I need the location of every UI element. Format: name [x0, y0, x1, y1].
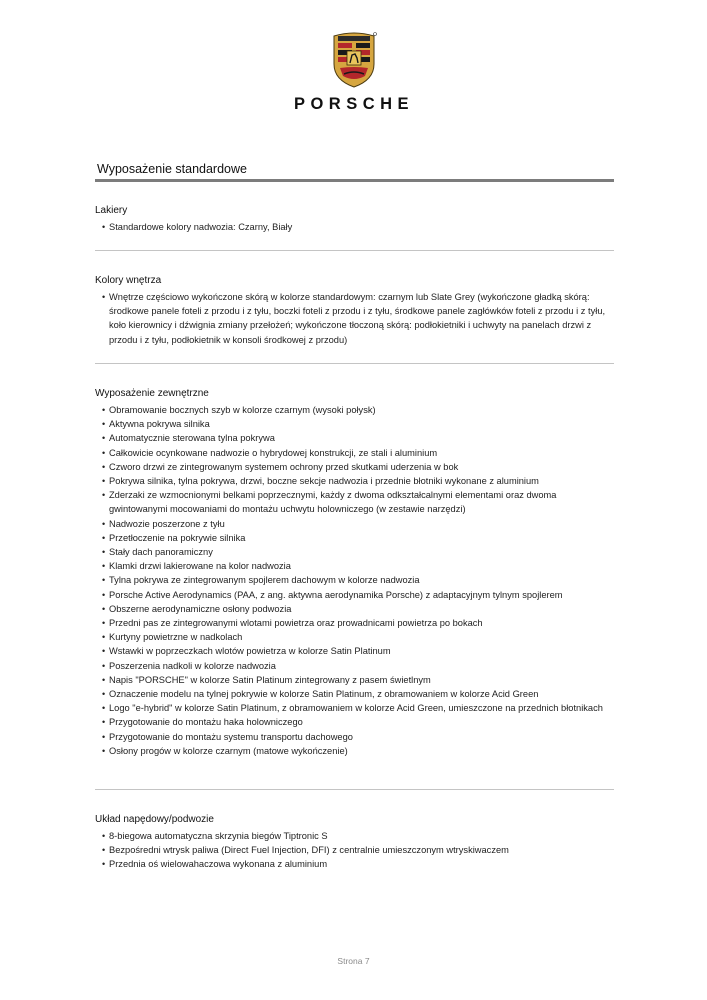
list-item: • Przygotowanie do montażu systemu transportu dachowego [95, 730, 614, 744]
item-list [95, 403, 614, 758]
porsche-wordmark-icon [276, 94, 432, 112]
section-title: Układ napędowy/podwozie [95, 814, 214, 825]
brand-wordmark-text: PORSCHE [293, 95, 415, 112]
section-title: Kolory wnętrza [95, 275, 162, 286]
list-item: • Przetłoczenie na pokrywie silnika [95, 531, 614, 545]
list-item: • Obramowanie bocznych szyb w kolorze czarnym (wysoki połysk) [95, 403, 614, 417]
title-underline [95, 179, 614, 182]
list-item: • Tylna pokrywa ze zintegrowanym spojlerem dachowym w kolorze nadwozia [95, 573, 614, 587]
section-title: Wyposażenie zewnętrzne [95, 388, 209, 399]
list-item: • Nadwozie poszerzone z tyłu [95, 517, 614, 531]
list-item: • Kurtyny powietrzne w nadkolach [95, 630, 614, 644]
list-item: • Zderzaki ze wzmocnionymi belkami poprzecznymi, każdy z dwoma odkształcalnymi elementami oraz dwoma gwintowanymi mocowaniami do montażu uchwytu holowniczego (w zestawie narzędzi) [95, 488, 614, 516]
list-item: • Automatycznie sterowana tylna pokrywa [95, 431, 614, 445]
section-lakiery [95, 203, 614, 234]
item-list [95, 829, 614, 872]
list-item: • Oznaczenie modelu na tylnej pokrywie w kolorze Satin Platinum, z obramowaniem w kolorze Acid Green [95, 687, 614, 701]
list-item: • Przednia oś wielowahaczowa wykonana z aluminium [95, 857, 614, 871]
section-wyposazenie-zewnetrzne [95, 386, 614, 758]
list-item: • Wnętrze częściowo wykończone skórą w kolorze standardowym: czarnym lub Slate Grey (wykończone gładką skórą: środkowe panele foteli z przodu i z tyłu, boczki foteli z przodu i z tyłu, środkowe panele zagłówków foteli z przodu i z tyłu, koło kierownicy i dźwignia zmiany przełożeń; wykończone tłoczoną skórą: podłokietniki i uchwyty na panelach drzwi z przodu i z tyłu, podłokietnik w konsoli środkowej z przodu) [95, 290, 614, 347]
porsche-logo [0, 30, 707, 114]
porsche-crest-icon [331, 30, 377, 88]
list-item: • 8-biegowa automatyczna skrzynia biegów Tiptronic S [95, 829, 614, 843]
list-item: • Klamki drzwi lakierowane na kolor nadwozia [95, 559, 614, 573]
section-uklad-napedowy [95, 812, 614, 872]
list-item: • Przedni pas ze zintegrowanymi wlotami powietrza oraz prowadnicami powietrza po bokach [95, 616, 614, 630]
section-title: Lakiery [95, 205, 128, 216]
section-kolory-wnetrza [95, 273, 614, 347]
list-item: • Bezpośredni wtrysk paliwa (Direct Fuel Injection, DFI) z centralnie umieszczonym wtryskiwaczem [95, 843, 614, 857]
item-list [95, 220, 614, 234]
list-item: • Logo "e-hybrid" w kolorze Satin Platinum, z obramowaniem w kolorze Acid Green, umieszczone na przednich błotnikach [95, 701, 614, 715]
list-item: • Standardowe kolory nadwozia: Czarny, Biały [95, 220, 614, 234]
list-item: • Całkowicie ocynkowane nadwozie o hybrydowej konstrukcji, ze stali i aluminium [95, 446, 614, 460]
section-divider [95, 250, 614, 251]
section-divider [95, 789, 614, 790]
page-number: Strona 7 [337, 956, 370, 966]
list-item: • Stały dach panoramiczny [95, 545, 614, 559]
list-item: • Pokrywa silnika, tylna pokrywa, drzwi, boczne sekcje nadwozia i przednie błotniki wykonane z aluminium [95, 474, 614, 488]
list-item: • Wstawki w poprzeczkach wlotów powietrza w kolorze Satin Platinum [95, 644, 614, 658]
page-title: Wyposażenie standardowe [97, 162, 247, 176]
list-item: • Obszerne aerodynamiczne osłony podwozia [95, 602, 614, 616]
list-item: • Aktywna pokrywa silnika [95, 417, 614, 431]
list-item: • Przygotowanie do montażu haka holowniczego [95, 715, 614, 729]
list-item: • Porsche Active Aerodynamics (PAA, z ang. aktywna aerodynamika Porsche) z adaptacyjnym tylnym spojlerem [95, 588, 614, 602]
list-item: • Poszerzenia nadkoli w kolorze nadwozia [95, 659, 614, 673]
list-item: • Czworo drzwi ze zintegrowanym systemem ochrony przed skutkami uderzenia w bok [95, 460, 614, 474]
list-item: • Osłony progów w kolorze czarnym (matowe wykończenie) [95, 744, 614, 758]
list-item: • Napis "PORSCHE" w kolorze Satin Platinum zintegrowany z pasem świetlnym [95, 673, 614, 687]
item-list [95, 290, 614, 347]
section-divider [95, 363, 614, 364]
